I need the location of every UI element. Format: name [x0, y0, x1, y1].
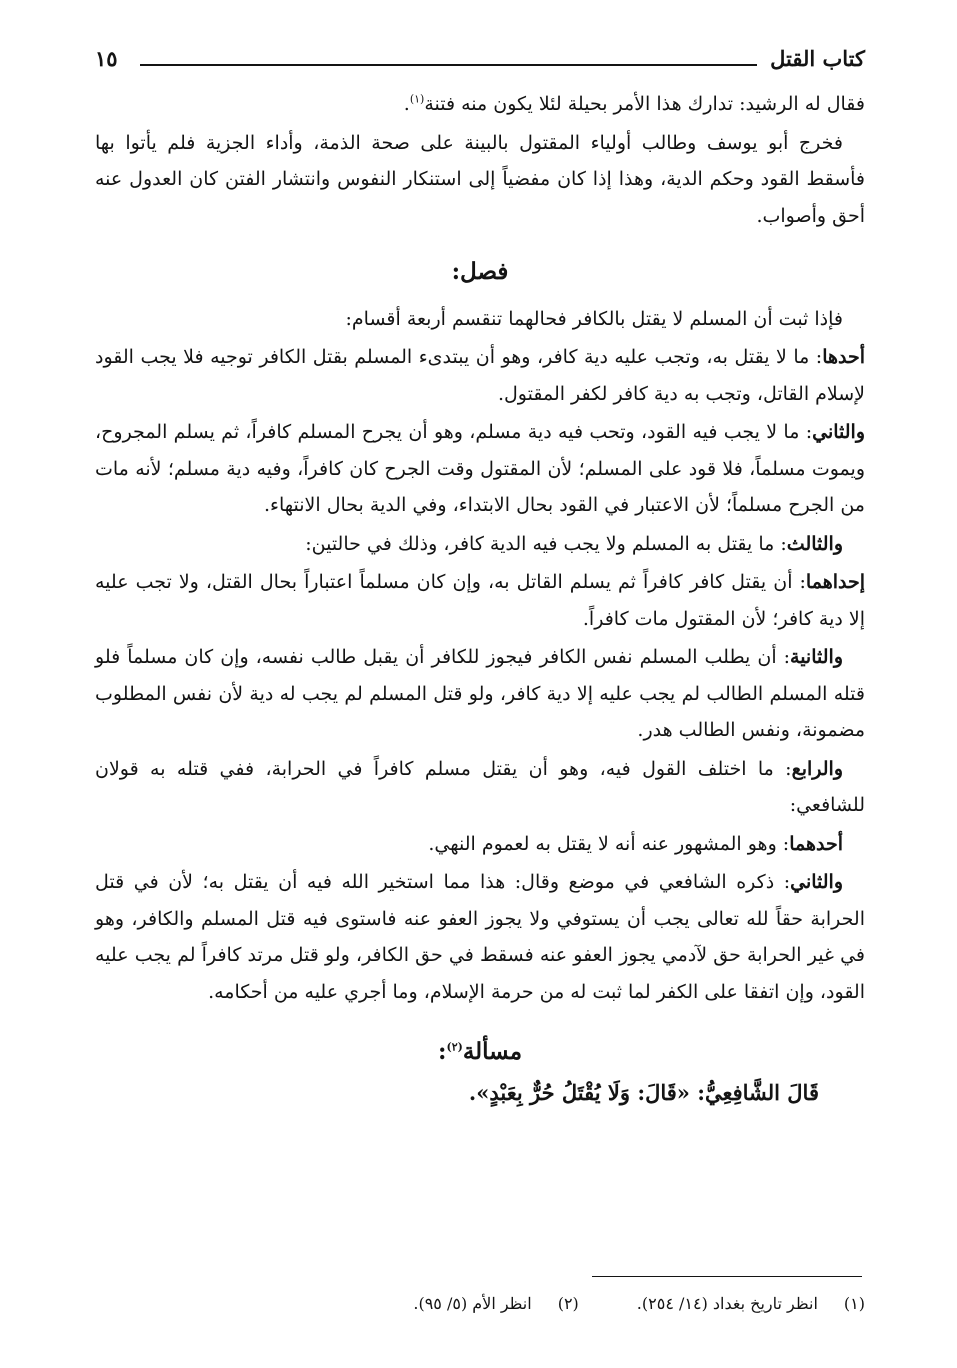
chapter-title: كتاب القتل: [770, 46, 865, 71]
running-header: [95, 44, 865, 78]
footnote-ref-2: (٢): [446, 1040, 463, 1054]
paragraph-8: والثانية: أن يطلب المسلم نفس الكافر فيجوز للكافر أن يقبل طالب نفسه، وإن كان مسلماً فلو قتله المسلم الطالب لم يجب عليه إلا دية كافر، ولو قتل المسلم لم يجب له دية لأن نفس المطلوب مضمونة، ونفس الطالب هدر.: [95, 646, 865, 741]
lead-word: والثالث: [786, 532, 843, 555]
paragraph-7: إحداهما: أن يقتل كافر كافراً ثم يسلم القاتل به، وإن كان مسلماً اعتباراً بحال القتل، ولا تجب عليه إلا دية كافر؛ لأن المقتول مات كافراً.: [95, 571, 865, 630]
footnote-1: [637, 1294, 865, 1313]
paragraph-11: والثاني: ذكره الشافعي في موضع وقال: هذا مما استخير الله فيه أن يقتل به؛ لأن في قتل الحرابة حقاً لله تعالى يجب أن يستوفي ولا يجوز العفو عنه فاستوى فيه قتل المسلم والكافر، وهو في غير الحرابة حق لآدمي يجوز العفو عنه فسقط في حق الكافر، ولو قتل مرتد كافراً لم يجب عليه القود، وإن اتفقا على الكفر لما ثبت له من حرمة الإسلام، وما أجري عليه من أحكامه.: [95, 871, 865, 1003]
footnote-text: انظر تاريخ بغداد (١٤/ ٢٥٤).: [636, 1294, 818, 1313]
paragraph-9: والرابع: ما اختلف القول فيه، وهو أن يقتل مسلم كافراً في الحرابة، ففي قتله به قولان للشافعي:: [95, 757, 865, 816]
footnote-number: (٢): [557, 1294, 579, 1313]
header-rule: [140, 64, 757, 66]
body-text: [95, 86, 865, 1113]
lead-word: إحداهما: [805, 571, 865, 593]
lead-word: أحدها: [822, 346, 865, 368]
paragraph-2: فخرج أبو يوسف وطالب أولياء المقتول بالبينة على صحة الذمة، وأداء الجزية فلم يأتوا بها فأسقط القود وحكم الدية، وهذا إذا كان مفضياً إلى استنكار النفوس وانتشار الفتن كان العدول عنه أحق وأصواب.: [95, 131, 865, 227]
paragraph-4: أحدها: ما لا يقتل به، وتجب عليه دية كافر، وهو أن يبتدىء المسلم بقتل الكافر توجيه فلا يجب القود لإسلام القاتل، وتجب به دية كافر لكفر المقتول.: [95, 346, 865, 405]
footnote-ref-1: (١): [409, 92, 425, 106]
footnote-number: (١): [843, 1294, 865, 1313]
lead-word: والثاني: [790, 871, 843, 893]
lead-word: والرابع: [791, 757, 843, 780]
paragraph-1: فقال له الرشيد: تدارك هذا الأمر بحيلة لئلا يكون منه فتنة$^{(١)}$.: [403, 92, 865, 115]
paragraph-3: فإذا ثبت أن المسلم لا يقتل بالكافر فحالهما تنقسم أربعة أقسام:: [345, 307, 843, 330]
page-number: ١٥: [95, 46, 118, 71]
lead-word: والثانية: [790, 646, 843, 668]
shafii-quote: قَالَ الشَّافِعِيُّ: «قَالَ: وَلَا يُقْتَلُ حُرٌّ بِعَبْدٍ».: [468, 1079, 819, 1105]
section-heading-masala: مسألة$^{(٢)}$:: [437, 1038, 523, 1065]
footnote-text: انظر الأم (٥/ ٩٥).: [413, 1294, 532, 1313]
footnotes: [413, 1294, 865, 1313]
section-heading-fasl: فصل:: [451, 258, 509, 285]
paragraph-5: والثاني: ما لا يجب فيه القود، وتحب فيه دية مسلم، وهو أن يجرح المسلم كافراً، ثم يسلم المجروح، ويموت مسلماً، فلا قود على المسلم؛ لأن المقتول وقت الجرح كان كافراً، وفيه دية مسلم؛ لأنه مات من الجرح مسلماً؛ لأن الاعتبار في القود بحال الابتداء، وفي الدية بحال الانتهاء.: [95, 421, 865, 516]
paragraph-10: أحدهما: وهو المشهور عنه أنه لا يقتل به لعموم النهي.: [428, 832, 843, 855]
footnote-2: [413, 1294, 578, 1313]
lead-word: والثاني: [812, 421, 865, 443]
paragraph-6: والثالث: ما يقتل به المسلم ولا يجب فيه الدية كافر، وذلك في حالتين:: [305, 532, 843, 555]
lead-word: أحدهما: [789, 832, 843, 855]
footnote-rule: [592, 1276, 862, 1277]
